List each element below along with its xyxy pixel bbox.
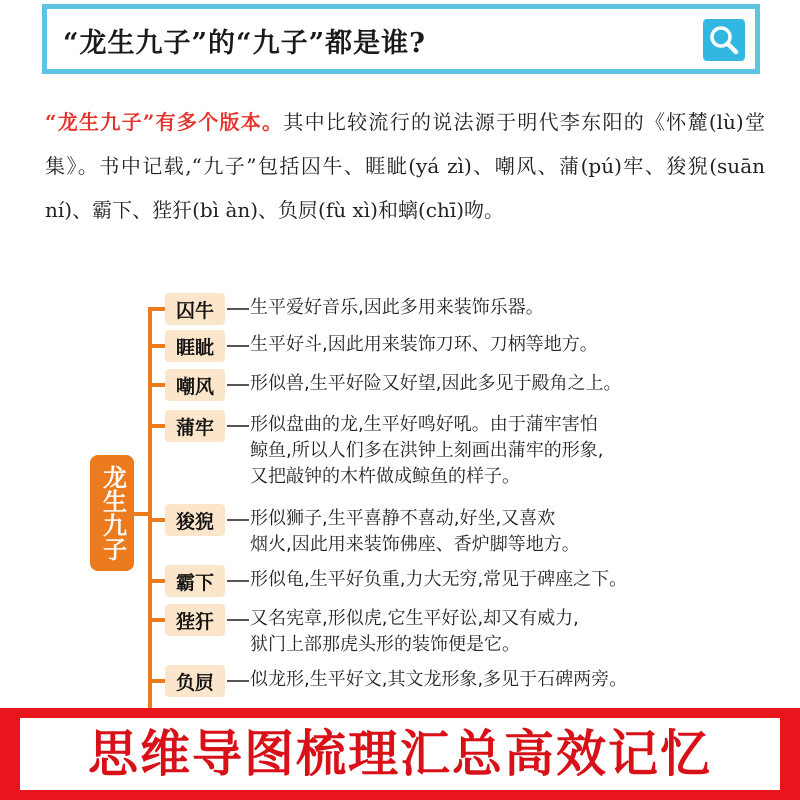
mindmap-node: 狴犴 [165, 604, 225, 636]
intro-body: 其中比较流行的说法源于明代李东阳的《怀麓(lù)堂集》。书中记载,“九子”包括囚牛、睚眦(yá zì)、嘲风、蒲(pú)牢、狻猊(suān ní)、霸下、狴犴(bì àn)、负屃(fù xì)和螭(chī)吻。 [45, 110, 765, 222]
magnifier-icon [707, 23, 741, 57]
mindmap-description [250, 606, 740, 658]
mindmap-description [250, 332, 740, 358]
description-line: 似龙形,生平好文,其文龙形象,多见于石碑两旁。 [250, 669, 628, 690]
description-line: 形似狮子,生平喜静不喜动,好坐,又喜欢 [250, 508, 556, 529]
mindmap-center-label: 龙生九子 [98, 465, 127, 561]
mindmap-node: 嘲风 [165, 369, 225, 401]
mindmap-dash [227, 384, 249, 386]
mindmap-node: 睚眦 [165, 330, 225, 362]
mindmap-branch-line [148, 518, 166, 522]
banner-slogan: 思维导图梳理汇总高效记忆 [20, 718, 780, 790]
mindmap-branch-line [148, 579, 166, 583]
mindmap-dash [227, 619, 249, 621]
intro-highlight: “龙生九子”有多个版本。 [45, 110, 284, 134]
intro-paragraph [45, 100, 765, 232]
bottom-banner [0, 708, 800, 800]
mindmap-dash [227, 519, 249, 521]
mindmap-node: 负屃 [165, 665, 225, 697]
mindmap-node: 霸下 [165, 565, 225, 597]
description-line: 狱门上部那虎头形的装饰便是它。 [250, 634, 520, 655]
search-button[interactable] [703, 19, 745, 61]
mindmap-branch-line [148, 344, 166, 348]
mindmap-description [250, 667, 740, 693]
description-line: 形似兽,生平好险又好望,因此多见于殿角之上。 [250, 373, 622, 394]
description-line: 生平好斗,因此用来装饰刀环、刀柄等地方。 [250, 334, 598, 355]
description-line: 又把敲钟的木杵做成鲸鱼的样子。 [250, 466, 520, 487]
mindmap-branch-line [148, 618, 166, 622]
mindmap-description [250, 506, 740, 558]
mindmap-dash [227, 680, 249, 682]
mindmap-description [250, 567, 740, 593]
description-line: 形似盘曲的龙,生平好鸣好吼。由于蒲牢害怕 [250, 414, 598, 435]
mindmap-trunk-line [148, 308, 152, 713]
mindmap-center-connector [134, 512, 150, 516]
description-line: 烟火,因此用来装饰佛座、香炉脚等地方。 [250, 534, 580, 555]
mindmap-dash [227, 425, 249, 427]
mindmap-description [250, 412, 740, 490]
description-line: 又名宪章,形似虎,它生平好讼,却又有威力, [250, 608, 579, 629]
description-line: 鲸鱼,所以人们多在洪钟上刻画出蒲牢的形象, [250, 440, 604, 461]
mindmap-dash [227, 580, 249, 582]
mindmap-node: 蒲牢 [165, 410, 225, 442]
mindmap-branch-line [148, 307, 166, 311]
mindmap-dash [227, 345, 249, 347]
mindmap-branch-line [148, 424, 166, 428]
description-line: 形似龟,生平好负重,力大无穷,常见于碑座之下。 [250, 569, 628, 590]
mindmap-dash [227, 308, 249, 310]
mindmap-description [250, 295, 740, 321]
description-line: 生平爱好音乐,因此多用来装饰乐器。 [250, 297, 544, 318]
mindmap-node: 狻猊 [165, 504, 225, 536]
title-card [42, 4, 760, 74]
mindmap-branch-line [148, 383, 166, 387]
mindmap-center-node [90, 455, 134, 571]
page-title: “龙生九子”的“九子”都是谁? [63, 28, 426, 59]
mindmap-description [250, 371, 740, 397]
mindmap-node: 囚牛 [165, 293, 225, 325]
mindmap-branch-line [148, 679, 166, 683]
